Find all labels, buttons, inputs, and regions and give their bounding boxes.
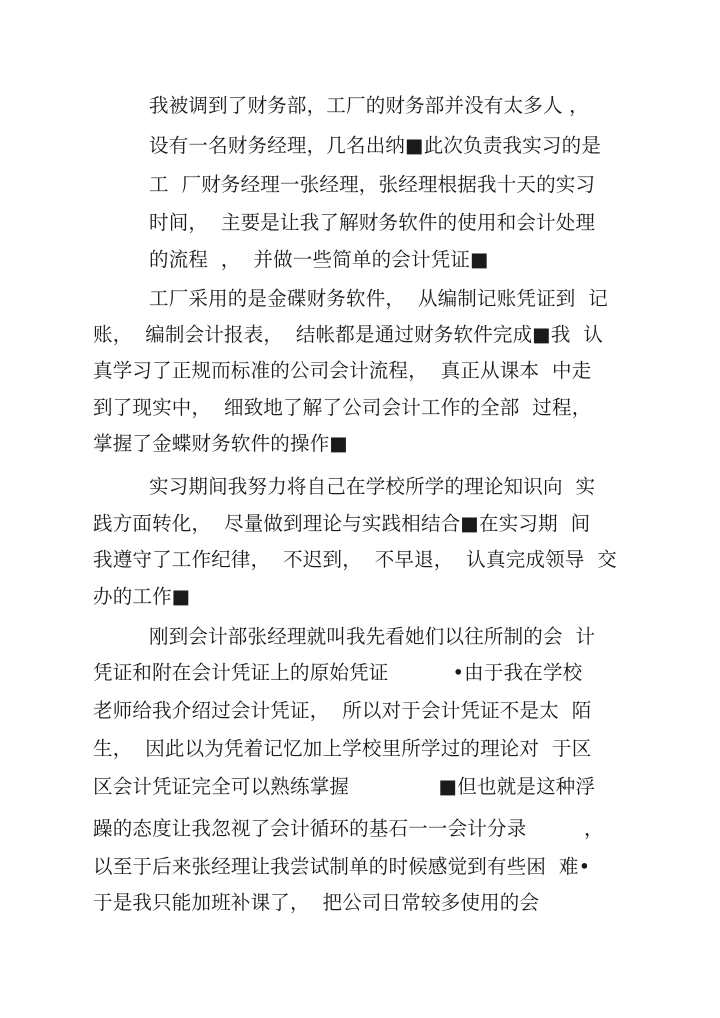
text-line: 到了现实中， 细致地了解了公司会计工作的全部 过程， bbox=[93, 396, 592, 419]
text-line: 办的工作■ bbox=[93, 585, 191, 608]
text-line: 以至于后来张经理让我尝试制单的时候感觉到有些困 难• bbox=[93, 855, 591, 878]
text-line: 我被调到了财务部，工厂的财务部并没有太多人 ， bbox=[149, 94, 589, 117]
text-line: 生， 因此以为凭着记忆加上学校里所学过的理论对 于区 bbox=[93, 737, 592, 760]
text-line: 时间， 主要是让我了解财务软件的使用和会计处理 bbox=[149, 211, 596, 234]
text-line: 刚到会计部张经理就叫我先看她们以往所制的会 计 bbox=[149, 625, 596, 648]
text-line: 工 厂财务经理一张经理，张经理根据我十天的实习 bbox=[149, 173, 596, 196]
text-line: 掌握了金蝶财务软件的操作■ bbox=[93, 432, 349, 455]
text-line: 的流程 ， 并做一些简单的会计凭证■ bbox=[149, 248, 489, 271]
text-line: 设有一名财务经理，几名出纳■此次负责我实习的是 bbox=[149, 134, 602, 157]
text-line: 区会计凭证完全可以熟练掌握 ■但也就是这种浮 bbox=[93, 775, 596, 798]
text-line: 凭证和附在会计凭证上的原始凭证 •由于我在学校 bbox=[93, 661, 583, 684]
text-line: 实习期间我努力将自己在学校所学的理论知识向 实 bbox=[149, 475, 596, 498]
text-line: 账， 编制会计报表， 结帐都是通过财务软件完成■我 认 bbox=[93, 323, 604, 346]
text-line: 工厂采用的是金碟财务软件， 从编制记账凭证到 记 bbox=[149, 287, 608, 310]
text-line: 真学习了正规而标准的公司会计流程， 真正从课本 中走 bbox=[93, 359, 592, 382]
text-line: 践方面转化， 尽量做到理论与实践相结合■在实习期 间 bbox=[93, 512, 591, 535]
text-line: 躁的态度让我忽视了会计循环的基石一一会计分录 ， bbox=[93, 817, 604, 840]
text-line: 老师给我介绍过会计凭证， 所以对于会计凭证不是太 陌 bbox=[93, 699, 592, 722]
text-line: 我遵守了工作纪律， 不迟到， 不早退， 认真完成领导 交 bbox=[93, 548, 617, 571]
text-line: 于是我只能加班补课了， 把公司日常较多使用的会 bbox=[93, 891, 540, 914]
